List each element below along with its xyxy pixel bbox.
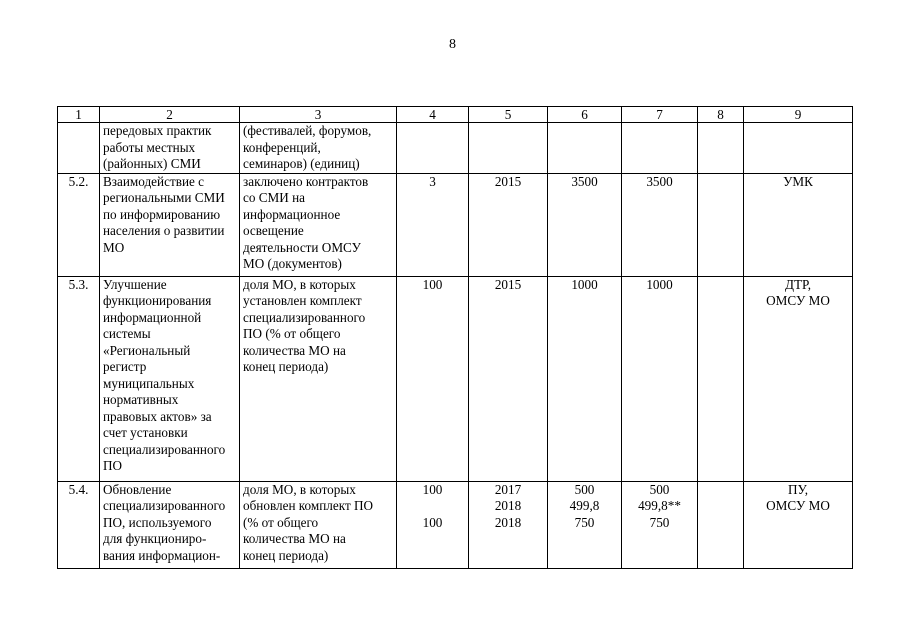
- measure-name-line: (районных) СМИ: [103, 156, 201, 171]
- table-row: [58, 481, 853, 568]
- measure-name-line: специализированного: [103, 498, 226, 513]
- measure-name-line: муниципальных: [103, 375, 195, 391]
- indicator-name-cell: [240, 173, 397, 276]
- measure-name-line: региональными СМИ: [103, 190, 225, 205]
- indicator-name-line: конец периода): [243, 359, 329, 374]
- column-header: 7: [622, 107, 698, 123]
- funding-plan-line: 3500: [571, 173, 598, 189]
- column-header: 5: [469, 107, 548, 123]
- responsible-cell: [744, 123, 853, 174]
- funding-actual-line: 1000: [646, 276, 673, 292]
- indicator-name-line: доля МО, в которых: [243, 276, 356, 292]
- indicator-name-line: МО (документов): [243, 256, 342, 271]
- indicator-name-line: со СМИ на: [243, 190, 305, 205]
- column-8-cell: [698, 481, 744, 568]
- funding-plan-line: 1000: [571, 276, 598, 292]
- funding-plan-line: 500: [574, 481, 595, 497]
- measure-name-line: Обновление: [103, 481, 172, 497]
- measure-name-line: Взаимодействие с: [103, 173, 204, 189]
- measure-name-line: по информированию: [103, 206, 221, 222]
- funding-plan-cell: [548, 123, 622, 174]
- funding-actual-line: 500: [649, 481, 670, 497]
- indicator-name-line: (фестивалей, форумов,: [243, 123, 372, 138]
- measure-name-line: информационной: [103, 309, 202, 325]
- responsible-cell: [744, 276, 853, 481]
- indicator-name-line: освещение: [243, 223, 304, 238]
- indicator-value-cell: [397, 481, 469, 568]
- measure-name-line: МО: [103, 239, 125, 255]
- measure-name-line: передовых практик: [103, 123, 212, 138]
- column-8-cell: [698, 276, 744, 481]
- responsible-cell: [744, 173, 853, 276]
- measure-name-cell: [100, 481, 240, 568]
- measure-name-line: работы местных: [103, 139, 196, 155]
- indicator-name-line: конференций,: [243, 139, 321, 155]
- row-number-cell: 5.3.: [58, 276, 100, 481]
- measure-name-line: функционирования: [103, 293, 212, 308]
- row-number-cell: 5.4.: [58, 481, 100, 568]
- year-cell: [469, 481, 548, 568]
- indicator-name-line: деятельности ОМСУ: [243, 239, 361, 255]
- measure-name-line: ПО, используемого: [103, 514, 212, 530]
- indicator-name-line: специализированного: [243, 309, 366, 325]
- indicator-value-cell: [397, 173, 469, 276]
- indicator-name-cell: [240, 123, 397, 174]
- measure-name-cell: [100, 173, 240, 276]
- column-header: 4: [397, 107, 469, 123]
- indicator-value-line: 100: [422, 481, 443, 497]
- measure-name-line: системы: [103, 326, 151, 341]
- year-cell: [469, 276, 548, 481]
- indicator-name-line: ПО (% от общего: [243, 326, 341, 341]
- column-header: 2: [100, 107, 240, 123]
- column-header: 9: [744, 107, 853, 123]
- funding-actual-cell: [622, 123, 698, 174]
- measure-name-line: Улучшение: [103, 276, 167, 292]
- indicator-name-line: семинаров) (единиц): [243, 156, 360, 171]
- indicator-value-line: 3: [429, 173, 436, 189]
- measure-name-line: правовых актов» за: [103, 408, 212, 424]
- column-header: 6: [548, 107, 622, 123]
- year-cell: [469, 123, 548, 174]
- table-row: [58, 276, 853, 481]
- indicator-value-cell: [397, 276, 469, 481]
- measure-name-line: населения о развитии: [103, 223, 225, 238]
- measure-name-line: вания информацион-: [103, 547, 221, 563]
- year-line: 2018: [494, 498, 522, 513]
- page-number: 8: [449, 37, 456, 52]
- funding-plan-cell: [548, 481, 622, 568]
- indicator-name-line: установлен комплект: [243, 293, 362, 308]
- program-table: [57, 106, 853, 569]
- indicator-value-line: 100: [422, 276, 443, 292]
- indicator-name-cell: [240, 481, 397, 568]
- year-line: 2015: [494, 276, 522, 292]
- responsible-line: ДТР,: [784, 276, 812, 292]
- funding-actual-line: 3500: [646, 173, 673, 189]
- table-row: [58, 123, 853, 174]
- measure-name-cell: [100, 123, 240, 174]
- indicator-name-line: обновлен комплект ПО: [243, 498, 374, 513]
- indicator-name-line: информационное: [243, 206, 341, 222]
- funding-plan-line: 499,8: [569, 498, 600, 513]
- funding-actual-cell: [622, 173, 698, 276]
- indicator-value-line: 100: [422, 514, 443, 530]
- measure-name-cell: [100, 276, 240, 481]
- funding-actual-line: 750: [649, 514, 670, 530]
- measure-name-line: счет установки: [103, 425, 188, 440]
- measure-name-line: ПО: [103, 458, 123, 473]
- funding-plan-line: 750: [574, 514, 595, 530]
- measure-name-line: нормативных: [103, 392, 179, 407]
- indicator-value-cell: [397, 123, 469, 174]
- responsible-line: УМК: [783, 173, 813, 189]
- measure-name-line: «Региональный: [103, 342, 191, 358]
- indicator-name-line: (% от общего: [243, 514, 319, 530]
- row-number-cell: [58, 123, 100, 174]
- row-number-cell: 5.2.: [58, 173, 100, 276]
- column-8-cell: [698, 123, 744, 174]
- responsible-line: ПУ,: [787, 481, 808, 497]
- header-row: [58, 107, 853, 123]
- funding-plan-cell: [548, 173, 622, 276]
- column-8-cell: [698, 173, 744, 276]
- indicator-value-line: [400, 498, 465, 515]
- column-header: 3: [240, 107, 397, 123]
- funding-actual-cell: [622, 276, 698, 481]
- indicator-name-line: конец периода): [243, 547, 329, 563]
- column-header: 8: [698, 107, 744, 123]
- measure-name-line: для функциониро-: [103, 531, 207, 546]
- indicator-name-line: заключено контрактов: [243, 173, 369, 189]
- funding-plan-cell: [548, 276, 622, 481]
- year-line: 2015: [494, 173, 522, 189]
- measure-name-line: специализированного: [103, 441, 226, 457]
- table-row: [58, 173, 853, 276]
- responsible-cell: [744, 481, 853, 568]
- funding-actual-line: 499,8**: [638, 498, 681, 513]
- indicator-name-line: количества МО на: [243, 531, 346, 546]
- column-header: 1: [58, 107, 100, 123]
- funding-actual-cell: [622, 481, 698, 568]
- year-line: 2018: [494, 514, 522, 530]
- responsible-line: ОМСУ МО: [766, 293, 830, 308]
- year-line: 2017: [494, 481, 522, 497]
- responsible-line: ОМСУ МО: [766, 498, 830, 513]
- measure-name-line: регистр: [103, 359, 147, 374]
- indicator-name-cell: [240, 276, 397, 481]
- indicator-name-line: доля МО, в которых: [243, 481, 356, 497]
- indicator-name-line: количества МО на: [243, 342, 346, 358]
- year-cell: [469, 173, 548, 276]
